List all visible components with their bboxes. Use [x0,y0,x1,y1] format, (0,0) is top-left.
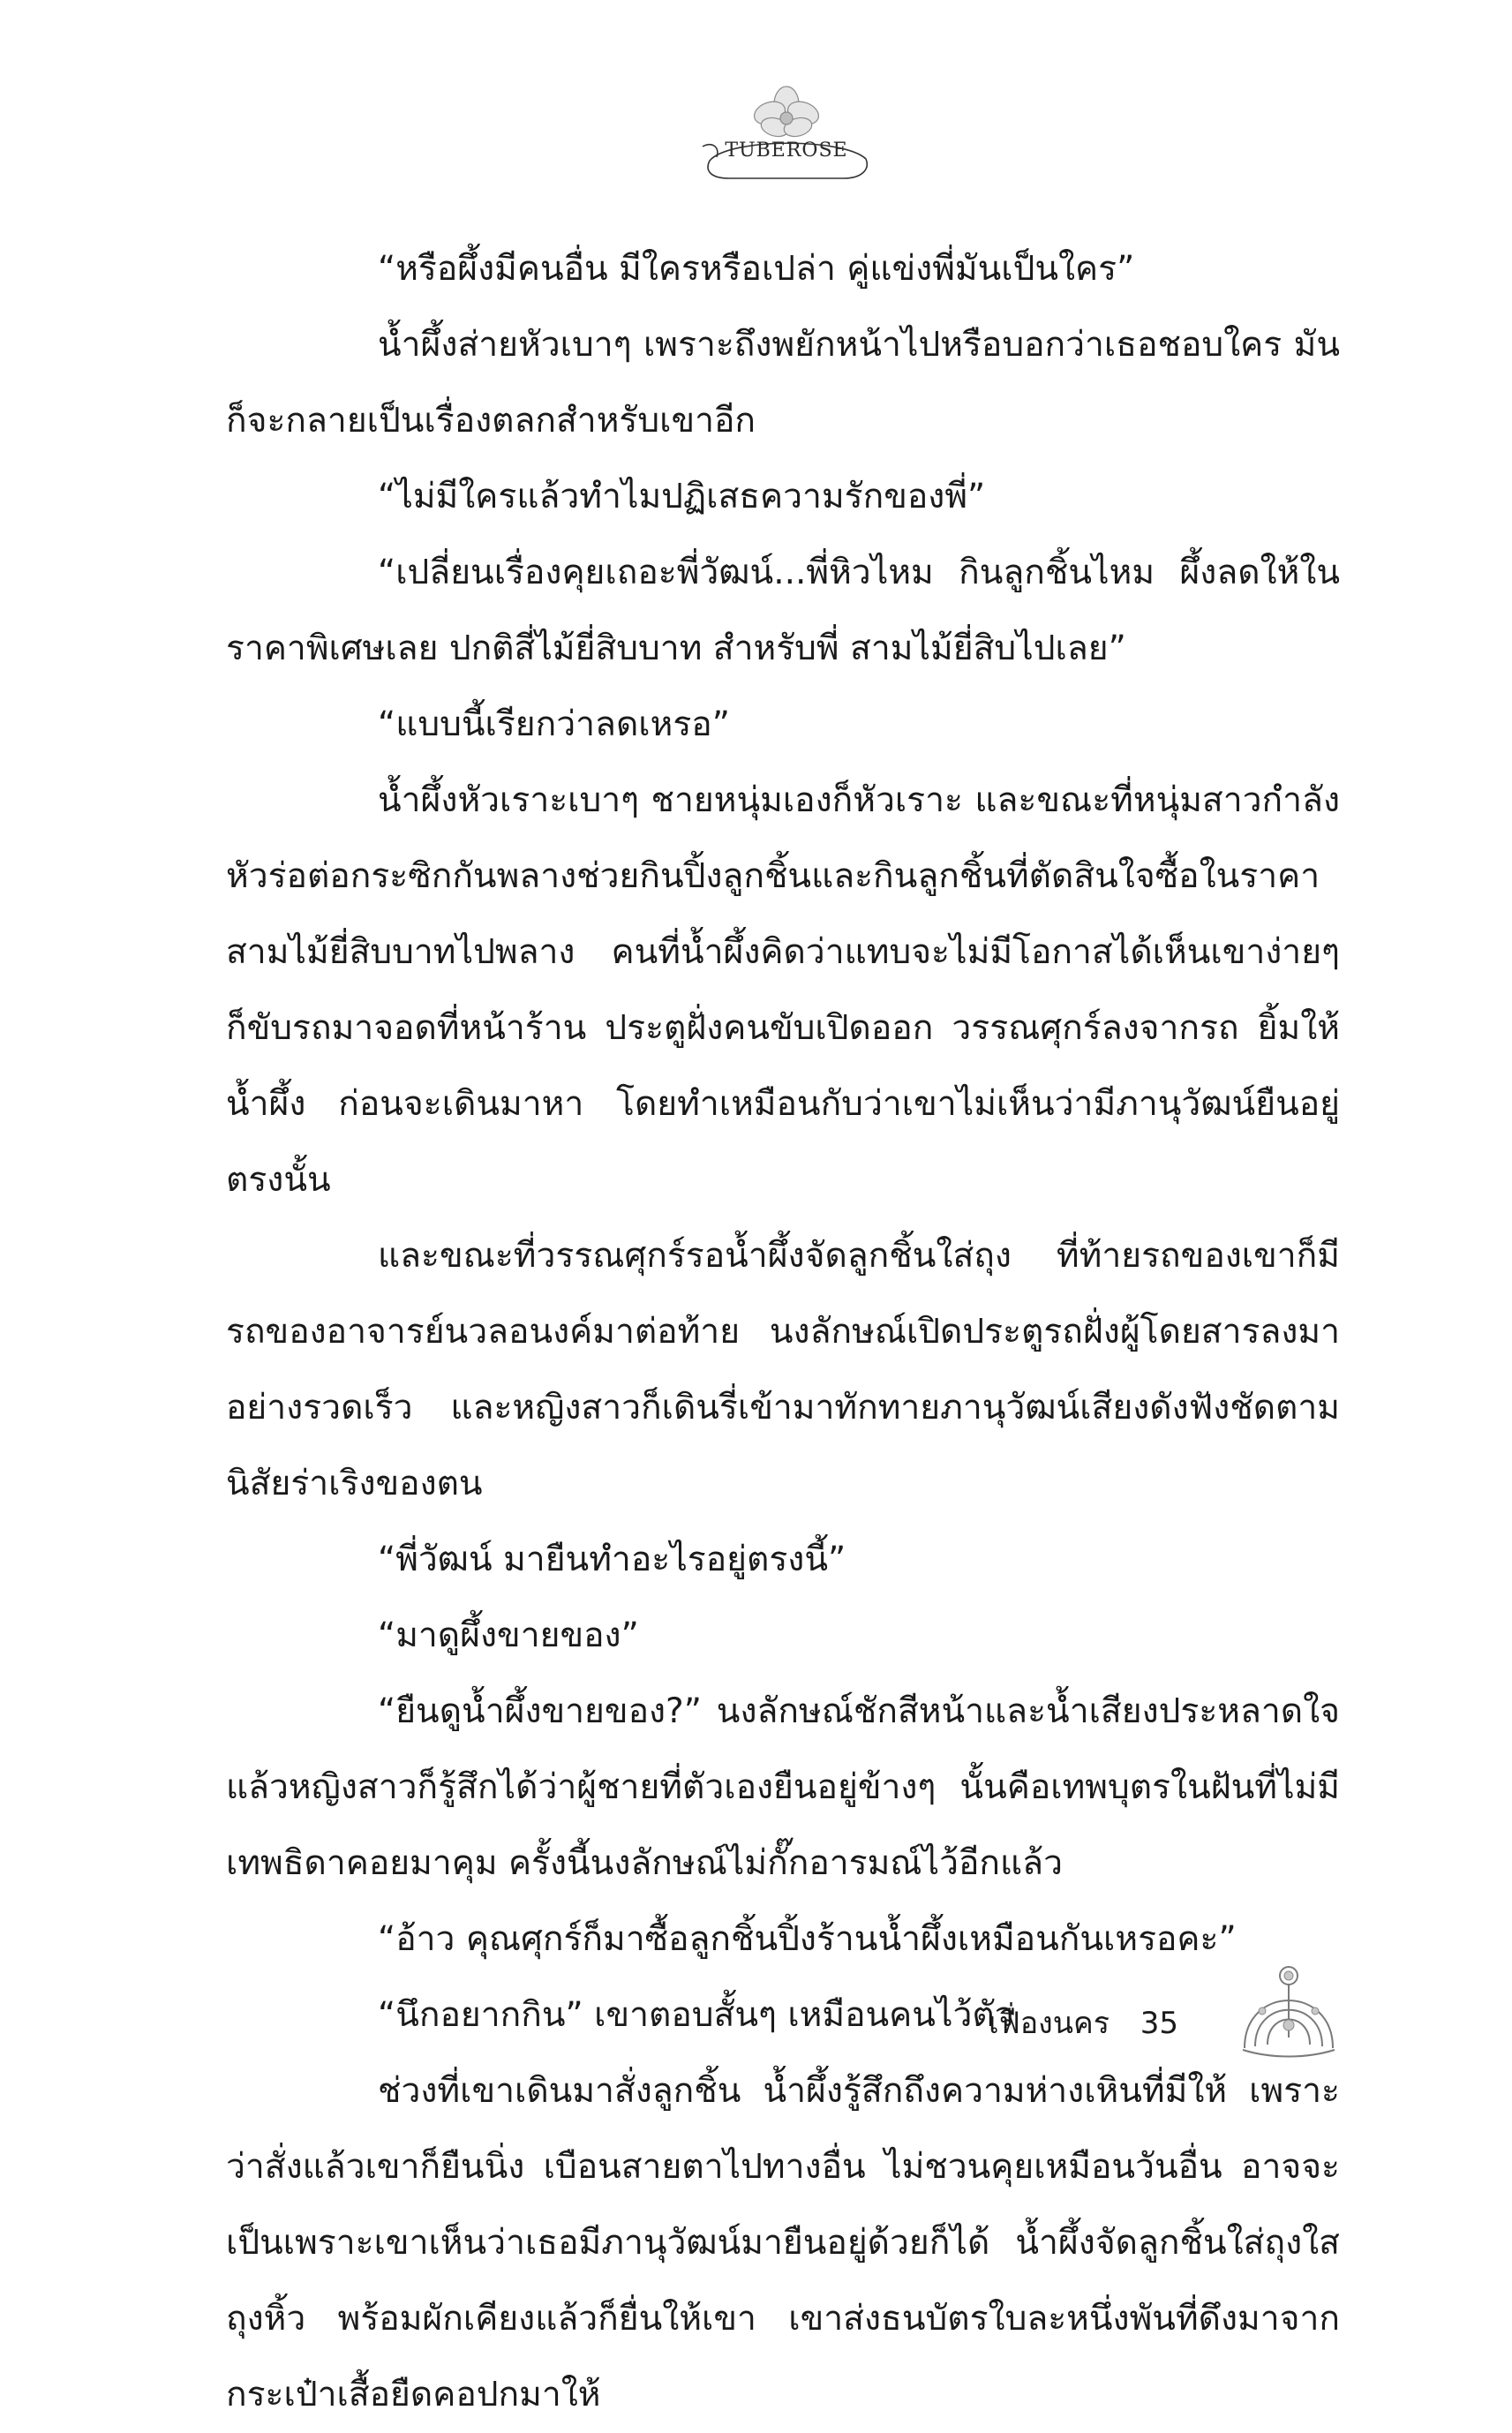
paragraph: น้ำผึ้งหัวเราะเบาๆ ชายหนุ่มเองก็หัวเราะ และขณะที่หนุ่มสาวกำลังหัวร่อต่อกระซิกกันพลางช่วยกินปิ้งลูกชิ้นและกินลูกชิ้นที่ตัดสินใจซื้อในราคาสามไม้ยี่สิบบาทไปพลาง คนที่น้ำผึ้งคิดว่าแทบจะไม่มีโอกาสได้เห็นเขาง่ายๆ ก็ขับรถมาจอดที่หน้าร้าน ประตูฝั่งคนขับเปิดออก วรรณศุกร์ลงจากรถ ยิ้มให้น้ำผึ้ง ก่อนจะเดินมาหา โดยทำเหมือนกับว่าเขาไม่เห็นว่ามีภานุวัฒน์ยืนอยู่ตรงนั้น [226,780,1340,1200]
paragraph: ช่วงที่เขาเดินมาสั่งลูกชิ้น น้ำผึ้งรู้สึกถึงความห่างเหินที่มีให้ เพราะว่าสั่งแล้วเขาก็ยืนนิ่ง เบือนสายตาไปทางอื่น ไม่ชวนคุยเหมือนวันอื่น อาจจะเป็นเพราะเขาเห็นว่าเธอมีภานุวัฒน์มายืนอยู่ด้วยก็ได้ น้ำผึ้งจัดลูกชิ้นใส่ถุงใส ถุงหิ้ว พร้อมผักเคียงแล้วก็ยื่นให้เขา เขาส่งธนบัตรใบละหนึ่งพันที่ดึงมาจากกระเป๋าเสื้อยืดคอปกมาให้ [226,2071,1340,2414]
paragraph: “นึกอยากกิน” เขาตอบสั้นๆ เหมือนคนไว้ตัว [378,1995,1014,2035]
page-footer [989,1997,1253,2050]
paragraph: “แบบนี้เรียกว่าลดเหรอ” [378,704,730,744]
logo-wordmark: TUBEROSE [725,139,848,162]
crown-icon [1236,1949,1342,2064]
paragraph: “พี่วัฒน์ มายืนทำอะไรอยู่ตรงนี้” [378,1540,846,1579]
paragraph: “เปลี่ยนเรื่องคุยเถอะพี่วัฒน์...พี่หิวไหม กินลูกชิ้นไหม ผึ้งลดให้ในราคาพิเศษเลย ปกติสี่ไม้ยี่สิบบาท สำหรับพี่ สามไม้ยี่สิบไปเลย” [226,553,1340,668]
page-number: 35 [1140,2006,1179,2041]
paragraph: น้ำผึ้งส่ายหัวเบาๆ เพราะถึงพยักหน้าไปหรือบอกว่าเธอชอบใคร มันก็จะกลายเป็นเรื่องตลกสำหรับเขาอีก [226,325,1340,441]
paragraph: “ยืนดูน้ำผึ้งขายของ?” นงลักษณ์ชักสีหน้าและน้ำเสียงประหลาดใจ แล้วหญิงสาวก็รู้สึกได้ว่าผู้ชายที่ตัวเองยืนอยู่ข้างๆ นั้นคือเทพบุตรในฝันที่ไม่มีเทพธิดาคอยมาคุม ครั้งนี้นงลักษณ์ไม่กั๊กอารมณ์ไว้อีกแล้ว [226,1691,1340,1883]
paragraph: “หรือผึ้งมีคนอื่น มีใครหรือเปล่า คู่แข่งพี่มันเป็นใคร” [378,249,1135,289]
paragraph: “มาดูผึ้งขายของ” [378,1616,639,1655]
page-body [226,231,1340,2433]
paragraph: “ไม่มีใครแล้วทำไมปฏิเสธความรักของพี่” [378,477,986,516]
paragraph: และขณะที่วรรณศุกร์รอน้ำผึ้งจัดลูกชิ้นใส่ถุง ที่ท้ายรถของเขาก็มีรถของอาจารย์นวลอนงค์มาต่อท้าย นงลักษณ์เปิดประตูรถฝั่งผู้โดยสารลงมาอย่างรวดเร็ว และหญิงสาวก็เดินรี่เข้ามาทักทายภานุวัฒน์เสียงดังฟังชัดตามนิสัยร่าเริงของตน [226,1236,1340,1503]
paragraph: “อ้าว คุณศุกร์ก็มาซื้อลูกชิ้นปิ้งร้านน้ำผึ้งเหมือนกันเหรอคะ” [378,1919,1237,1959]
publisher-logo [694,85,879,191]
tuberose-flower-icon [694,85,879,191]
book-title: เฟื่องนคร [989,2006,1110,2041]
